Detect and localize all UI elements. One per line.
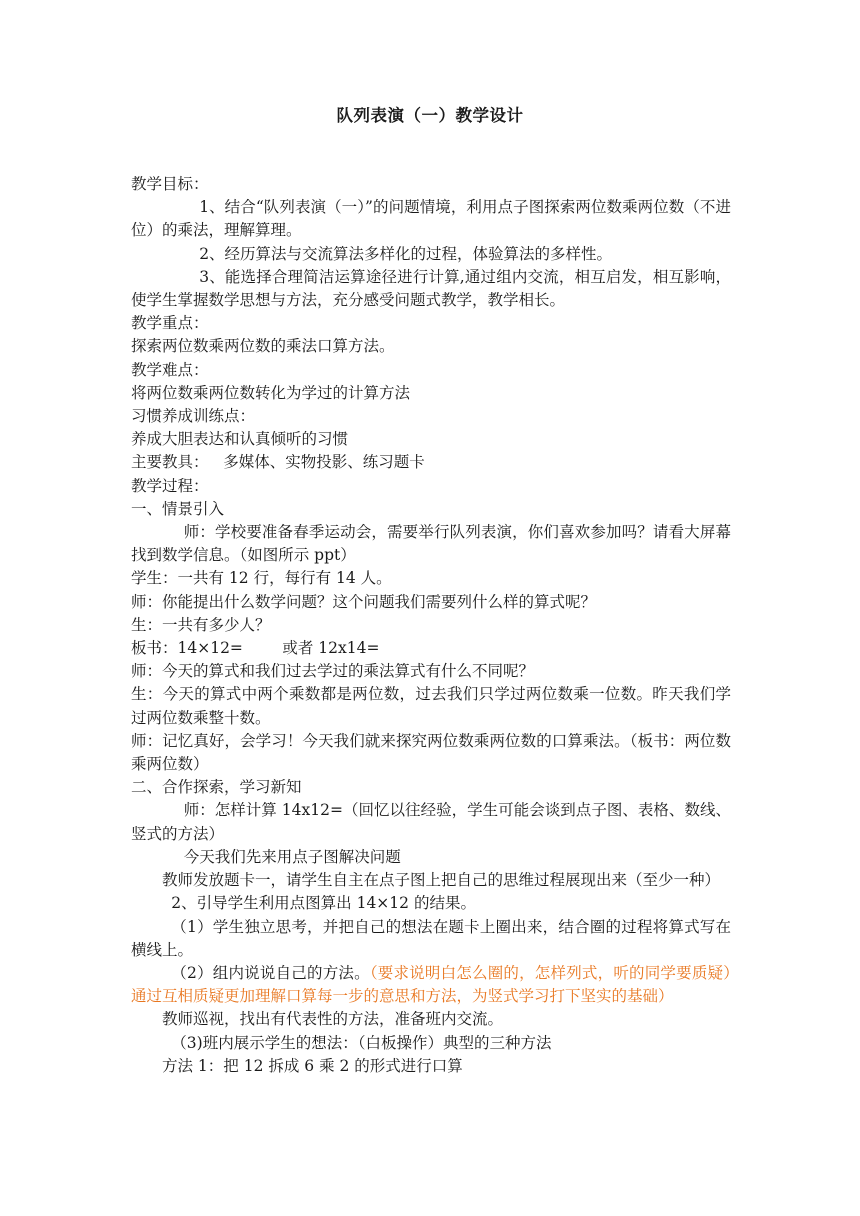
teacher-line-1: 师：学校要准备春季运动会，需要举行队列表演，你们喜欢参加吗？请看大屏幕找到数学信息。（如图所示 ppt）	[131, 523, 731, 565]
teacher-line-4: 师：记忆真好，会学习！今天我们就来探究两位数乘两位数的口算乘法。（板书：两位数乘两位数）	[131, 731, 731, 774]
teacher-line-3: 师：今天的算式和我们过去学过的乘法算式有什么不同呢？	[131, 662, 535, 681]
step-2-2-text: （2）组内说说自己的方法。	[171, 963, 370, 982]
teacher-patrol: 教师巡视，找出有代表性的方法，准备班内交流。	[162, 1010, 504, 1029]
teacher-line-5: 师：怎样计算 14x12=（回忆以往经验，学生可能会谈到点子图、表格、数线、竖式的方法）	[131, 801, 731, 843]
key-points-text: 探索两位数乘两位数的乘法口算方法。	[131, 337, 395, 356]
heading-habit-training: 习惯养成训练点：	[131, 407, 256, 426]
heading-objectives: 教学目标：	[131, 175, 209, 193]
step-2-guide: 2、引导学生利用点图算出 14×12 的结果。	[171, 894, 476, 913]
section-2-heading: 二、合作探索，学习新知	[131, 778, 302, 797]
heading-process: 教学过程：	[131, 476, 209, 495]
habit-training-text: 养成大胆表达和认真倾听的习惯	[131, 430, 349, 449]
dot-diagram-intro: 今天我们先来用点子图解决问题	[183, 847, 401, 866]
objective-1: 1、结合“队列表演（一）”的问题情境，利用点子图探索两位数乘两位数（不进位）的乘法，理解算理。	[131, 198, 731, 240]
teaching-aids: 主要教具： 多媒体、实物投影、练习题卡	[131, 453, 425, 472]
card-distribution: 教师发放题卡一，请学生自主在点子图上把自己的思维过程展现出来（至少一种）	[162, 871, 721, 890]
objective-3: 3、能选择合理简洁运算途径进行计算,通过组内交流，相互启发，相互影响，使学生掌握数学思想与方法，充分感受问题式教学，教学相长。	[131, 267, 731, 310]
step-2-2	[131, 962, 731, 1008]
document-body	[131, 173, 731, 1078]
student-line-1: 学生：一共有 12 行，每行有 14 人。	[131, 569, 392, 588]
objective-2: 2、经历算法与交流算法多样化的过程，体验算法的多样性。	[199, 244, 613, 263]
heading-difficulties: 教学难点：	[131, 360, 209, 379]
difficulties-text: 将两位数乘两位数转化为学过的计算方法	[131, 383, 411, 402]
student-line-3: 生：今天的算式中两个乘数都是两位数，过去我们只学过两位数乘一位数。昨天我们学过两位数乘整十数。	[131, 685, 731, 727]
step-2-3: （3)班内展示学生的想法：（白板操作）典型的三种方法	[171, 1033, 552, 1052]
page-title: 队列表演（一）教学设计	[336, 106, 524, 125]
section-1-heading: 一、情景引入	[131, 499, 225, 518]
step-2-1: （1）学生独立思考，并把自己的想法在题卡上圈出来，结合圈的过程将算式写在横线上。	[131, 917, 731, 959]
board-writing-1: 板书：14×12= 或者 12x14=	[131, 639, 380, 658]
heading-key-points: 教学重点：	[131, 314, 209, 333]
step-2-2-highlight: （要求说明白怎么圈的，怎样列式，听的同学要质疑）通过互相质疑更加理解口算每一步的意思和方法，为竖式学习打下坚实的基础）	[131, 963, 731, 1006]
student-line-2: 生：一共有多少人？	[131, 615, 271, 634]
method-1: 方法 1：把 12 拆成 6 乘 2 的形式进行口算	[162, 1056, 463, 1075]
teacher-line-2: 师：你能提出什么数学问题？这个问题我们需要列什么样的算式呢？	[131, 592, 597, 611]
